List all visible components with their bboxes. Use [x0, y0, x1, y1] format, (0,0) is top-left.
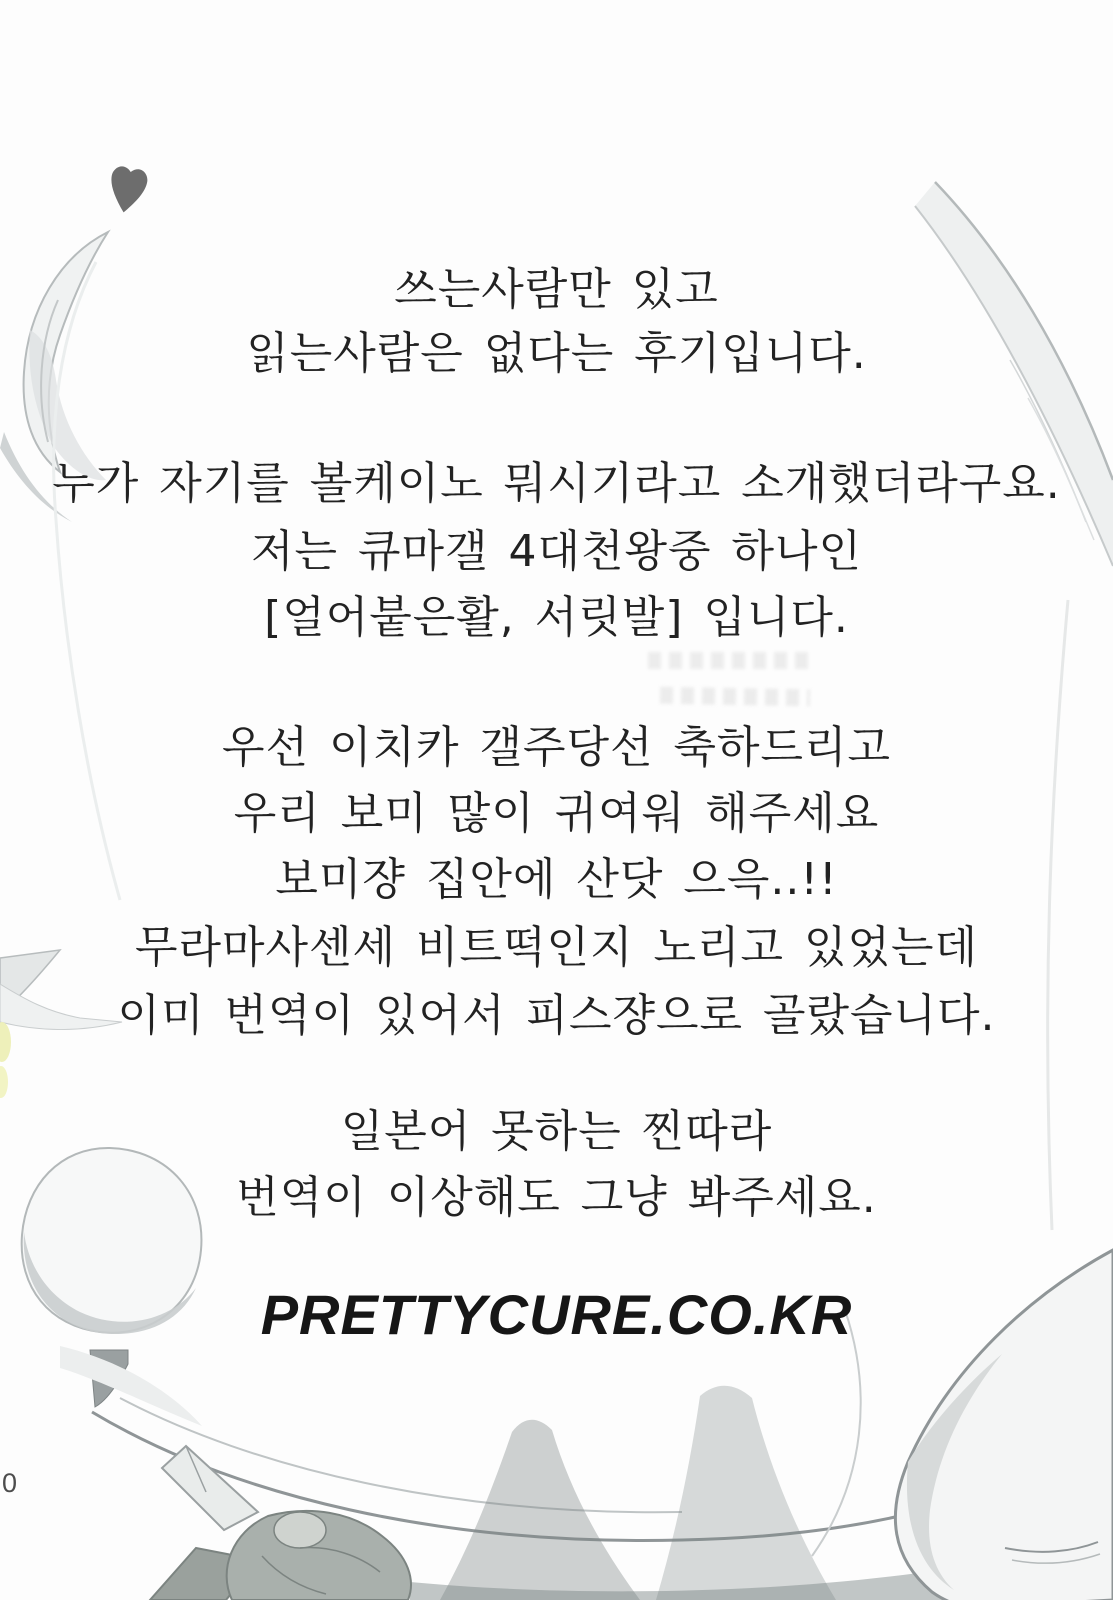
afterword-line: 읽는사람은 없다는 후기입니다. [246, 328, 867, 379]
page-number: 0 [2, 1468, 18, 1498]
afterword-line: 보미쟝 집안에 산닷 으윽..!! [275, 854, 838, 905]
afterword-line: 우리 보미 많이 귀여워 해주세요 [233, 788, 880, 839]
afterword-line: 저는 큐마갤 4대천왕중 하나인 [251, 526, 862, 577]
afterword-line: 번역이 이상해도 그냥 봐주세요. [236, 1172, 877, 1223]
afterword-line: 이미 번역이 있어서 피스쟝으로 골랐습니다. [117, 990, 996, 1041]
afterword-line: 누가 자기를 볼케이노 뭐시기라고 소개했더라구요. [52, 458, 1061, 509]
afterword-line: 우선 이치카 갤주당선 축하드리고 [221, 722, 891, 773]
afterword-line: 쓰는사람만 있고 [394, 264, 719, 315]
afterword-line: 일본어 못하는 찐따라 [340, 1106, 773, 1157]
afterword-line: [얼어붙은활, 서릿발] 입니다. [264, 592, 849, 643]
website-url: PRETTYCURE.CO.KR [260, 1283, 853, 1346]
afterword-line: 무라마사센세 비트떡인지 노리고 있었는데 [134, 922, 979, 973]
